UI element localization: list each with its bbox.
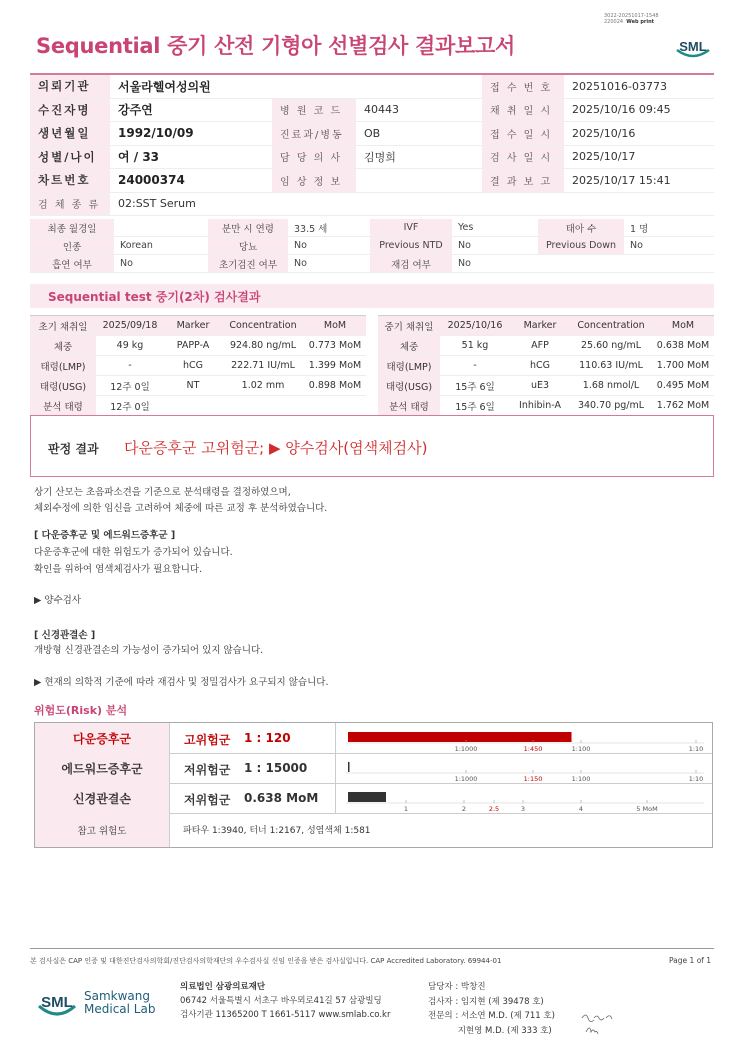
result-cell: 110.63 IU/mL [570,356,652,376]
result-row [378,376,714,396]
result-cell: Inhibin-A [510,396,570,416]
result-cell: 1.02 mm [222,376,304,396]
svg-text:SML: SML [679,39,707,54]
gauge-tick-label: 1:10 [688,745,704,753]
result-cell: 49 kg [96,336,164,356]
info-row [30,169,714,193]
result-row [30,376,366,396]
risk-value: 1 : 120 [244,731,291,745]
info-row [30,98,714,122]
result-cell: 340.70 pg/mL [570,396,652,416]
info-value: 1992/10/09 [110,122,272,146]
gauge-tick-label: 1:10 [688,775,704,783]
risk-value: 1 : 15000 [244,761,308,775]
info-label [272,75,356,98]
info-value [356,169,482,193]
result-cell: 924.80 ng/mL [222,336,304,356]
result-header-cell: 중기 채취일 [378,316,440,336]
risk-group: 저위험군 [184,763,231,777]
result-header-cell: Marker [510,316,570,336]
risk-name: 다운증후군 [35,723,170,753]
reference-risk-row [35,813,712,847]
result-header-cell: Concentration [570,316,652,336]
result-cell: 12주 0일 [96,396,164,416]
svg-text:SML: SML [41,994,73,1011]
info-value: 여 / 33 [110,145,272,169]
section-title: Sequential test 중기(2차) 검사결과 [48,290,261,304]
risk-bar [348,762,350,772]
result-cell: uE3 [510,376,570,396]
clinical-row [30,255,714,273]
info-value: 2025/10/17 15:41 [564,169,714,193]
result-cell: 51 kg [440,336,510,356]
organization-info [180,980,390,1022]
risk-table [34,722,713,848]
gauge-tick-label: 1:1000 [454,745,478,753]
second-trimester-table [378,315,714,416]
info-label: 생년월일 [30,122,110,146]
info-label: 진료과/병동 [272,122,356,146]
result-cell: 태령(LMP) [30,356,96,376]
info-label: 접 수 번 호 [482,75,564,98]
result-cell: 1.700 MoM [652,356,714,376]
result-cell [304,396,366,416]
risk-name: 신경관결손 [35,783,170,813]
info-label: 수진자명 [30,98,110,122]
clinical-row [30,219,714,237]
info-label: 검 사 일 시 [482,145,564,169]
info-value: 강주연 [110,98,272,122]
result-cell: 15주 6일 [440,376,510,396]
accreditation-note: 본 검사실은 CAP 인증 및 대한진단검사의학회/진단검사의학재단의 우수검사실 신임 인증을 받은 검사실입니다. CAP Accredited Laboratory. 69944-01 [30,957,502,965]
result-cell: 체중 [378,336,440,356]
result-cell: 0.495 MoM [652,376,714,396]
result-cell: 태령(USG) [378,376,440,396]
risk-gauge [336,723,708,753]
info-label: 성별/나이 [30,145,110,169]
staff-line: 검사자 : 임지현 (제 39478 호) [428,996,544,1007]
clinical-label: 최종 월경일 [30,219,114,237]
clinical-value: No [624,237,714,255]
risk-bar [348,732,572,742]
info-label: 임 상 정 보 [272,169,356,193]
result-header-row [378,316,714,336]
result-cell: hCG [164,356,222,376]
comment-line: 다운증후군에 대한 위험도가 증가되어 있습니다. [34,547,233,558]
staff-line: 지현영 M.D. (제 333 호) [428,1025,552,1036]
brand-line1: Samkwang [84,989,150,1003]
clinical-value: No [288,237,370,255]
clinical-info-table [30,219,714,273]
result-header-cell: Marker [164,316,222,336]
gauge-tick-label: 1:100 [571,775,591,783]
verdict-text: 다운증후군 고위험군; ▶ 양수검사(염색체검사) [124,439,428,457]
gauge-tick-label: 4 [578,805,584,813]
result-header-cell: Concentration [222,316,304,336]
info-value: 20251016-03773 [564,75,714,98]
document-code-line2: 220024 [604,19,624,25]
result-row [378,336,714,356]
signature-image [578,1010,618,1040]
risk-row [35,753,712,784]
result-cell: 태령(USG) [30,376,96,396]
gauge-tick-label: 1:1000 [454,775,478,783]
clinical-label: Previous Down [538,237,624,255]
risk-name: 에드워드증후군 [35,753,170,783]
gauge-tick-label: 2 [461,805,467,813]
info-value: 2025/10/16 09:45 [564,98,714,122]
org-contact: 검사기관 11365200 T 1661-5117 www.smlab.co.kr [180,1010,391,1020]
result-cell: 0.773 MoM [304,336,366,356]
clinical-value: No [452,237,538,255]
result-cell: 12주 0일 [96,376,164,396]
clinical-value: Yes [452,219,538,237]
result-header-cell: 2025/10/16 [440,316,510,336]
gauge-tick-label: 1:100 [571,745,591,753]
clinical-value [624,255,714,273]
gauge-tick-label: 5 MoM [636,805,658,813]
result-cell: 1.68 nmol/L [570,376,652,396]
comment-heading: [ 다운증후군 및 에드워드증후군 ] [34,530,176,541]
gauge-tick-label: 2.5 [488,805,500,813]
clinical-label: Previous NTD [370,237,452,255]
risk-group: 고위험군 [184,733,231,747]
org-name: 의료법인 삼광의료재단 [180,982,266,992]
info-label: 접 수 일 시 [482,122,564,146]
info-label: 결 과 보 고 [482,169,564,193]
info-label: 병 원 코 드 [272,98,356,122]
result-row [30,336,366,356]
gauge-tick-label: 3 [520,805,526,813]
comment-heading: [ 신경관결손 ] [34,630,96,641]
sml-footer-logo [36,982,78,1024]
verdict-label: 판정 결과 [48,442,99,456]
result-cell: 0.898 MoM [304,376,366,396]
clinical-label: 재검 여부 [370,255,452,273]
result-header-row [30,316,366,336]
result-cell [164,396,222,416]
info-value: OB [356,122,482,146]
risk-row [35,723,712,754]
result-cell: hCG [510,356,570,376]
comment-line: ▶ 현재의 의학적 기준에 따라 재검사 및 정밀검사가 요구되지 않습니다. [34,677,329,688]
info-row [30,122,714,146]
risk-row [35,783,712,814]
info-row [30,145,714,169]
result-cell: 0.638 MoM [652,336,714,356]
comment-line: 상기 산모는 초음파소견을 기준으로 분석태령을 결정하였으며, [34,487,291,498]
info-value: 24000374 [110,169,272,193]
clinical-value: No [288,255,370,273]
clinical-value: No [114,255,208,273]
comment-line: ▶ 양수검사 [34,595,82,606]
clinical-label: 흡연 여부 [30,255,114,273]
clinical-label: 당뇨 [208,237,288,255]
clinical-label: 태아 수 [538,219,624,237]
clinical-label: 분만 시 연령 [208,219,288,237]
result-header-cell: 초기 채취일 [30,316,96,336]
result-cell: 1.762 MoM [652,396,714,416]
clinical-label: 초기검진 여부 [208,255,288,273]
comment-line: 개방형 신경관결손의 가능성이 증가되어 있지 않습니다. [34,645,264,656]
report-title: Sequential 중기 산전 기형아 선별검사 결과보고서 [36,34,515,58]
clinical-value: 1 명 [624,219,714,237]
org-address: 06742 서울특별시 서초구 바우뫼로41길 57 삼광빌딩 [180,996,382,1006]
specimen-label: 검 체 종 류 [30,192,110,215]
risk-group: 저위험군 [184,793,231,807]
result-cell: - [440,356,510,376]
result-cell [222,396,304,416]
info-label: 차트번호 [30,169,110,193]
result-row [30,356,366,376]
info-value: 40443 [356,98,482,122]
clinical-value: No [452,255,538,273]
info-value: 2025/10/17 [564,145,714,169]
info-label: 채 취 일 시 [482,98,564,122]
staff-info [428,980,555,1038]
clinical-label [538,255,624,273]
clinical-row [30,237,714,255]
result-cell: 태령(LMP) [378,356,440,376]
web-print-label: Web print [626,19,655,25]
staff-line: 전문의 : 서소연 M.D. (제 711 호) [428,1011,555,1021]
info-value [356,75,482,98]
comment-line: 확인을 위하여 염색체검사가 필요합니다. [34,564,203,575]
result-row [378,396,714,416]
clinical-value: 33.5 세 [288,219,370,237]
result-cell: 1.399 MoM [304,356,366,376]
info-row [30,75,714,98]
page-number: Page 1 of 1 [669,956,712,965]
brand-line2: Medical Lab [84,1002,156,1016]
risk-title: 위험도(Risk) 분석 [34,704,128,717]
result-cell: 222.71 IU/mL [222,356,304,376]
risk-gauge [336,783,708,813]
risk-gauge [336,753,708,783]
gauge-tick-label: 1:450 [523,745,543,753]
result-cell: 분석 태령 [30,396,96,416]
clinical-label: IVF [370,219,452,237]
info-value: 서울라헬여성의원 [110,75,272,98]
sml-logo [674,30,712,62]
info-value: 2025/10/16 [564,122,714,146]
risk-bar [348,792,386,802]
clinical-value: Korean [114,237,208,255]
result-cell: 분석 태령 [378,396,440,416]
result-cell: 25.60 ng/mL [570,336,652,356]
document-code-line1: 3022-20251017-1548 [604,13,659,19]
risk-value: 0.638 MoM [244,791,319,805]
result-cell: AFP [510,336,570,356]
footer-rule [30,948,714,949]
specimen-value: 02:SST Serum [110,192,714,215]
brand-name [84,990,155,1016]
result-row [30,396,366,416]
result-cell: NT [164,376,222,396]
info-label: 의뢰기관 [30,75,110,98]
clinical-label: 인종 [30,237,114,255]
result-header-cell: 2025/09/18 [96,316,164,336]
staff-line: 담당자 : 박창진 [428,982,486,992]
first-trimester-table [30,315,366,416]
result-header-cell: MoM [652,316,714,336]
result-row [378,356,714,376]
info-label: 담 당 의 사 [272,145,356,169]
reference-risk-label: 참고 위험도 [35,813,170,847]
reference-risk-value: 파타우 1:3940, 터너 1:2167, 성염색체 1:581 [183,826,371,836]
info-value: 김명희 [356,145,482,169]
document-code [604,13,659,25]
result-cell: 15주 6일 [440,396,510,416]
patient-info-table [30,75,714,216]
result-cell: 체중 [30,336,96,356]
gauge-tick-label: 1:150 [523,775,543,783]
result-cell: PAPP-A [164,336,222,356]
result-cell: - [96,356,164,376]
comment-line: 체외수정에 의한 임신을 고려하여 체중에 따른 교정 후 분석하였습니다. [34,503,328,514]
info-row [30,192,714,215]
gauge-tick-label: 1 [403,805,409,813]
clinical-value [114,219,208,237]
result-header-cell: MoM [304,316,366,336]
